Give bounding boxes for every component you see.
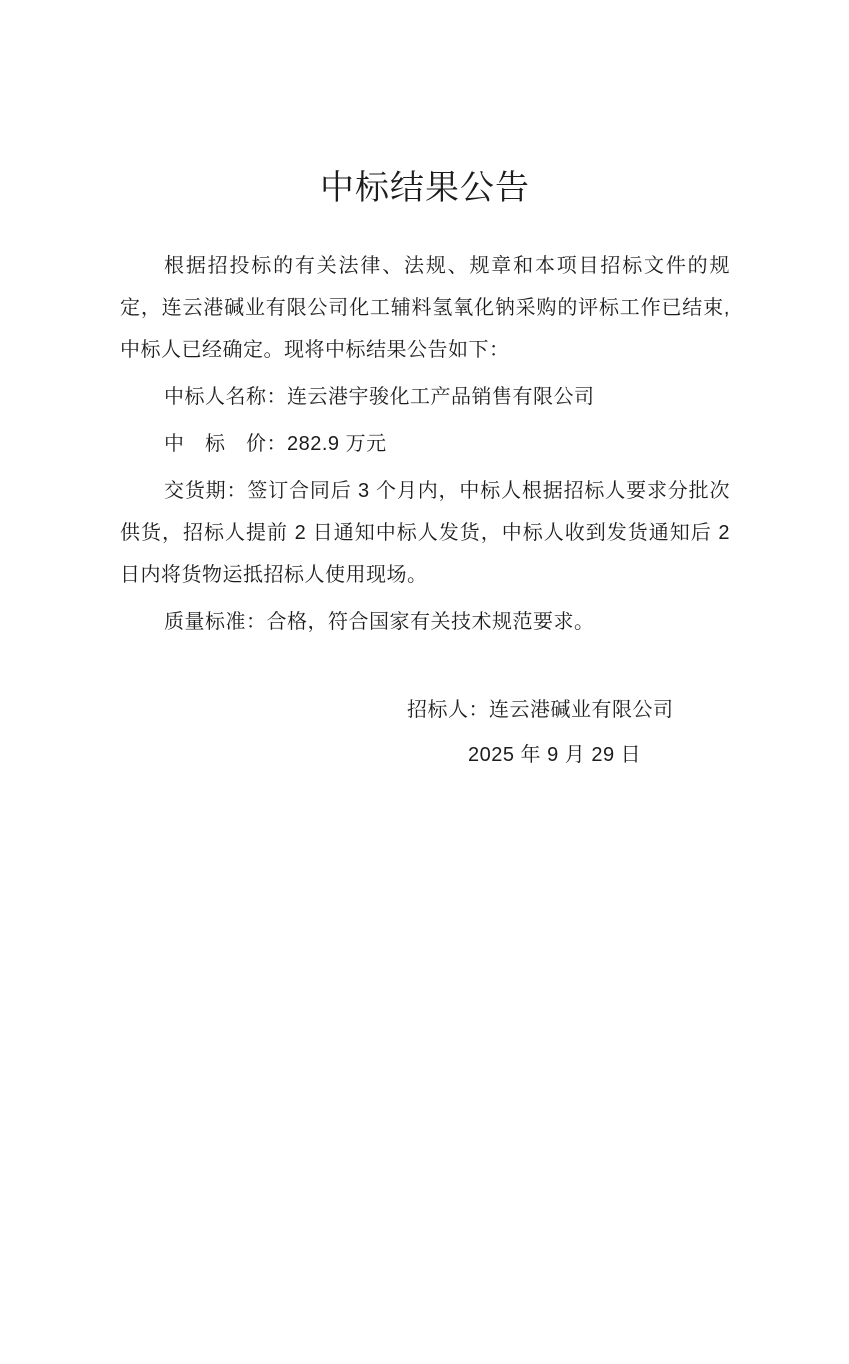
winner-name: 连云港宇骏化工产品销售有限公司 <box>287 386 595 408</box>
price-line <box>120 423 730 465</box>
quality-line: 质量标准：合格，符合国家有关技术规范要求。 <box>164 611 595 633</box>
tenderer-name: 连云港碱业有限公司 <box>489 699 674 721</box>
delivery-paragraph: 交货期：签订合同后 3 个月内，中标人根据招标人要求分批次供货，招标人提前 2 日通知中标人发货，中标人收到发货通知后 2 日内将货物运抵招标人使用现场。 <box>120 480 730 586</box>
signature-block <box>120 689 730 776</box>
document-title: 中标结果公告 <box>320 169 530 207</box>
winner-line <box>120 376 730 418</box>
price-label: 中 标 价： <box>164 433 287 455</box>
date-line: 2025 年 9 月 29 日 <box>468 744 642 766</box>
document-page <box>0 164 849 1364</box>
intro-paragraph: 根据招投标的有关法律、法规、规章和本项目招标文件的规定，连云港碱业有限公司化工辅料氢氧化钠采购的评标工作已结束,中标人已经确定。现将中标结果公告如下： <box>120 255 730 361</box>
price-value: 282.9 万元 <box>287 433 387 455</box>
tenderer-line <box>407 689 730 731</box>
tenderer-label: 招标人： <box>407 699 489 721</box>
winner-label: 中标人名称： <box>164 386 287 408</box>
